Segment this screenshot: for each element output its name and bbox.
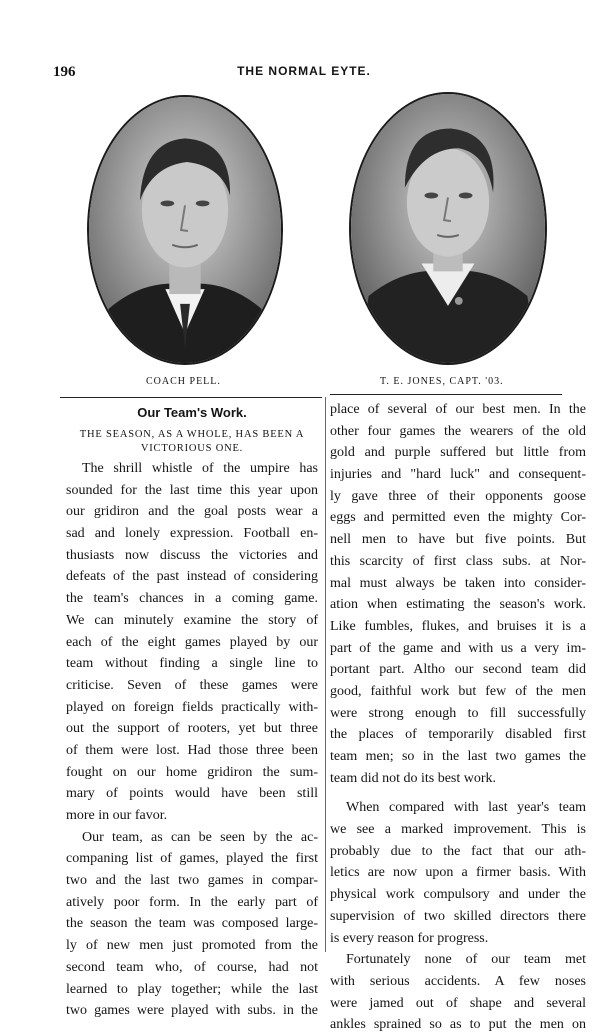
page-number: 196 bbox=[53, 64, 76, 80]
text-line: ankles sprained so as to put the men on bbox=[330, 1017, 586, 1033]
text-line: part of the game and with us a very im- bbox=[330, 640, 586, 656]
text-line: injuries and "hard luck" and consequent- bbox=[330, 467, 586, 483]
article-subhead bbox=[66, 428, 318, 456]
text-line: we see a marked improvement. This is bbox=[330, 822, 586, 838]
text-line: the season the team was composed large- bbox=[66, 916, 318, 932]
text-line: sad and lonely expression. Football en- bbox=[66, 526, 318, 542]
left-column bbox=[66, 398, 318, 1022]
text-line: ly gave three of their opponents goose bbox=[330, 488, 586, 504]
text-line: ly of new men just promoted from the bbox=[66, 938, 318, 954]
text-line: probably due to the fact that our ath- bbox=[330, 843, 586, 859]
captain-portrait bbox=[349, 92, 547, 365]
text-line: eggs and permitted even the mighty Cor- bbox=[330, 510, 586, 526]
text-line: two games were played with subs. in the bbox=[66, 1003, 318, 1019]
text-line: Like fumbles, flukes, and bruises it is a bbox=[330, 618, 586, 634]
text-line: thusiasts now discuss the victories and bbox=[66, 547, 318, 563]
paragraph-gap bbox=[330, 789, 586, 797]
text-line: our gridiron and the goal posts wear a bbox=[66, 504, 318, 520]
text-line: team did not do its best work. bbox=[330, 770, 497, 786]
text-line: is every reason for progress. bbox=[330, 930, 489, 946]
text-line: Our team, as can be seen by the ac- bbox=[82, 829, 318, 845]
text-line: criticise. Seven of these games were bbox=[66, 677, 318, 693]
text-line: were jamed out of shape and several bbox=[330, 995, 586, 1011]
text-line: learned to play together; while the last bbox=[66, 981, 318, 997]
text-line: team without finding a single line to bbox=[66, 656, 318, 672]
text-line: The shrill whistle of the umpire has bbox=[82, 461, 318, 476]
text-line: companing list of games, played the first bbox=[66, 851, 318, 867]
text-line: this scarcity of first class subs. at Nor- bbox=[330, 553, 586, 569]
subhead-line: VICTORIOUS ONE. bbox=[140, 443, 244, 454]
text-line: team men; so in the last two games the bbox=[330, 749, 586, 764]
text-line: with serious accidents. A few noses bbox=[330, 973, 586, 989]
text-line: supervision of two skilled directors there bbox=[330, 908, 586, 924]
right-column bbox=[330, 399, 586, 1036]
text-line: the team's chances in a coming game. bbox=[66, 591, 318, 607]
subhead-line: THE SEASON, AS A WHOLE, HAS BEEN A bbox=[79, 429, 305, 440]
right-rule bbox=[330, 394, 562, 395]
text-line: played on foreign fields practically with- bbox=[66, 699, 318, 715]
text-line: second team who, of course, had not bbox=[66, 959, 318, 975]
text-line: atively poor form. In the early part of bbox=[66, 894, 318, 910]
text-line: nell men to have but five points. But bbox=[330, 532, 586, 548]
text-line: When compared with last year's team bbox=[346, 800, 586, 816]
text-line: of them were lost. Had those three been bbox=[66, 742, 318, 758]
text-line: Fortunately none of our team met bbox=[346, 952, 586, 968]
text-line: ation when estimating the season's work. bbox=[330, 597, 586, 613]
captain-caption: T. E. JONES, CAPT. '03. bbox=[380, 376, 504, 387]
text-line: We can minutely examine the story of bbox=[66, 612, 318, 628]
column-divider bbox=[325, 397, 326, 952]
text-line: more in our favor. bbox=[66, 808, 168, 823]
coach-portrait bbox=[87, 95, 283, 365]
running-head: THE NORMAL EYTE. bbox=[237, 64, 371, 78]
text-line: other four games the wearers of the old bbox=[330, 423, 586, 439]
text-line: defeats of the past instead of considering bbox=[66, 569, 318, 585]
text-line: place of several of our best men. In the bbox=[330, 402, 586, 417]
text-line: were strong enough to fill successfully bbox=[330, 705, 586, 721]
text-line: mary of points would have been still bbox=[66, 786, 318, 802]
text-line: fought on our home gridiron the sum- bbox=[66, 764, 318, 780]
text-line: physical work compulsory and under the bbox=[330, 887, 586, 903]
coach-caption: COACH PELL. bbox=[146, 376, 221, 387]
text-line: good, faithful work but few of the men bbox=[330, 683, 586, 699]
text-line: gold and purple suffered but little from bbox=[330, 445, 586, 461]
text-line: portant part. Altho our second team did bbox=[330, 662, 586, 678]
text-line: two and the last two games in compar- bbox=[66, 873, 318, 889]
article-title: Our Team's Work. bbox=[137, 405, 247, 420]
text-line: sounded for the last time this year upon bbox=[66, 482, 318, 498]
text-line: mal must always be taken into consider- bbox=[330, 575, 586, 591]
text-line: out the support of rooters, yet but three bbox=[66, 721, 318, 737]
text-line: the places of temporarily disabled first bbox=[330, 727, 586, 743]
text-line: letics are now upon a firmer basis. With bbox=[330, 865, 586, 881]
text-line: each of the eight games played by our bbox=[66, 634, 318, 650]
